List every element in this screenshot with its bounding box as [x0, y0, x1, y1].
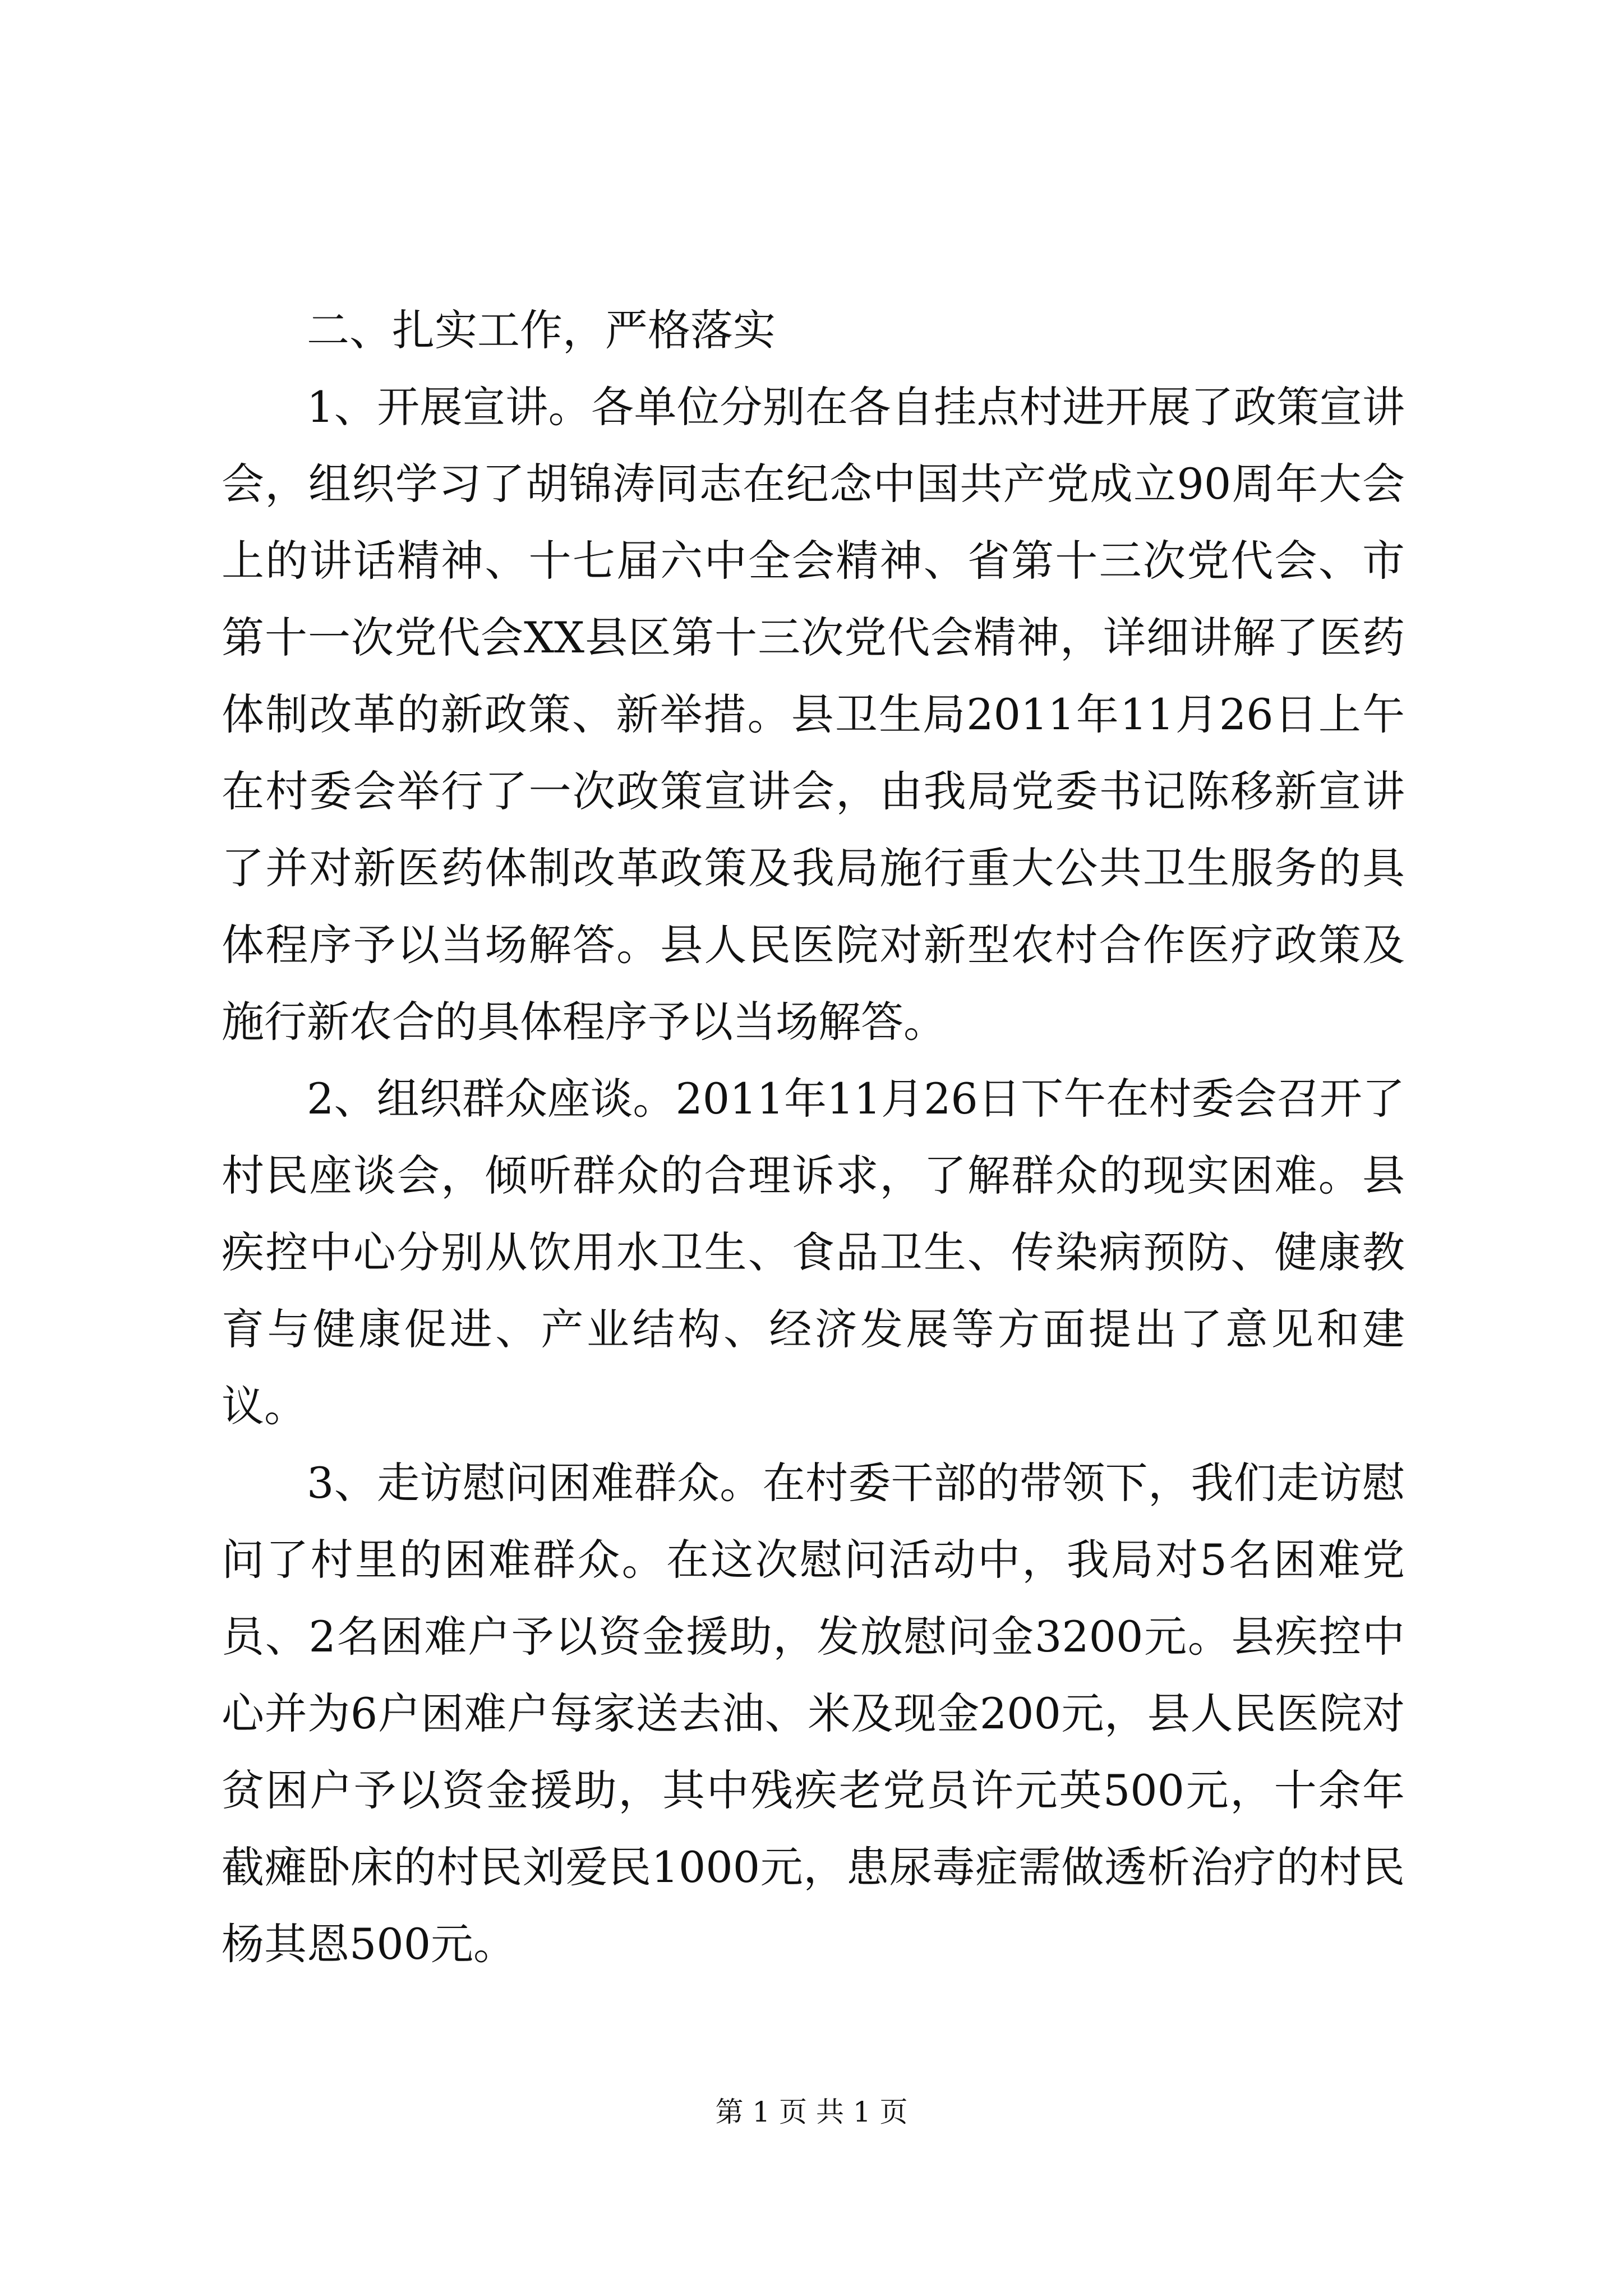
paragraph-2: 2、组织群众座谈。2011年11月26日下午在村委会召开了村民座谈会，倾听群众的合理诉求，了解群众的现实困难。县疾控中心分别从饮用水卫生、食品卫生、传染病预防、健康教育与健康促进、产业结构、经济发展等方面提出了意见和建议。 — [222, 1074, 1405, 1431]
paragraph-3: 3、走访慰问困难群众。在村委干部的带领下，我们走访慰问了村里的困难群众。在这次慰问活动中，我局对5名困难党员、2名困难户予以资金援助，发放慰问金3200元。县疾控中心并为6户困难户每家送去油、米及现金200元，县人民医院对贫困户予以资金援助，其中残疾老党员许元英500元，十余年截瘫卧床的村民刘爱民1000元，患尿毒症需做透析治疗的村民杨其恩500元。 — [222, 1458, 1405, 1969]
page-footer: 第 1 页 共 1 页 — [715, 2096, 908, 2128]
section-heading: 二、扎实工作，严格落实 — [307, 305, 776, 355]
paragraph-1: 1、开展宣讲。各单位分别在各自挂点村进开展了政策宣讲会，组织学习了胡锦涛同志在纪念中国共产党成立90周年大会上的讲话精神、十七届六中全会精神、省第十三次党代会、市第十一次党代会XX县区第十三次党代会精神，详细讲解了医药体制改革的新政策、新举措。县卫生局2011年11月26日上午在村委会举行了一次政策宣讲会，由我局党委书记陈移新宣讲了并对新医药体制改革政策及我局施行重大公共卫生服务的具体程序予以当场解答。县人民医院对新型农村合作医疗政策及施行新农合的具体程序予以当场解答。 — [222, 382, 1405, 1047]
document-body — [222, 292, 1405, 1982]
